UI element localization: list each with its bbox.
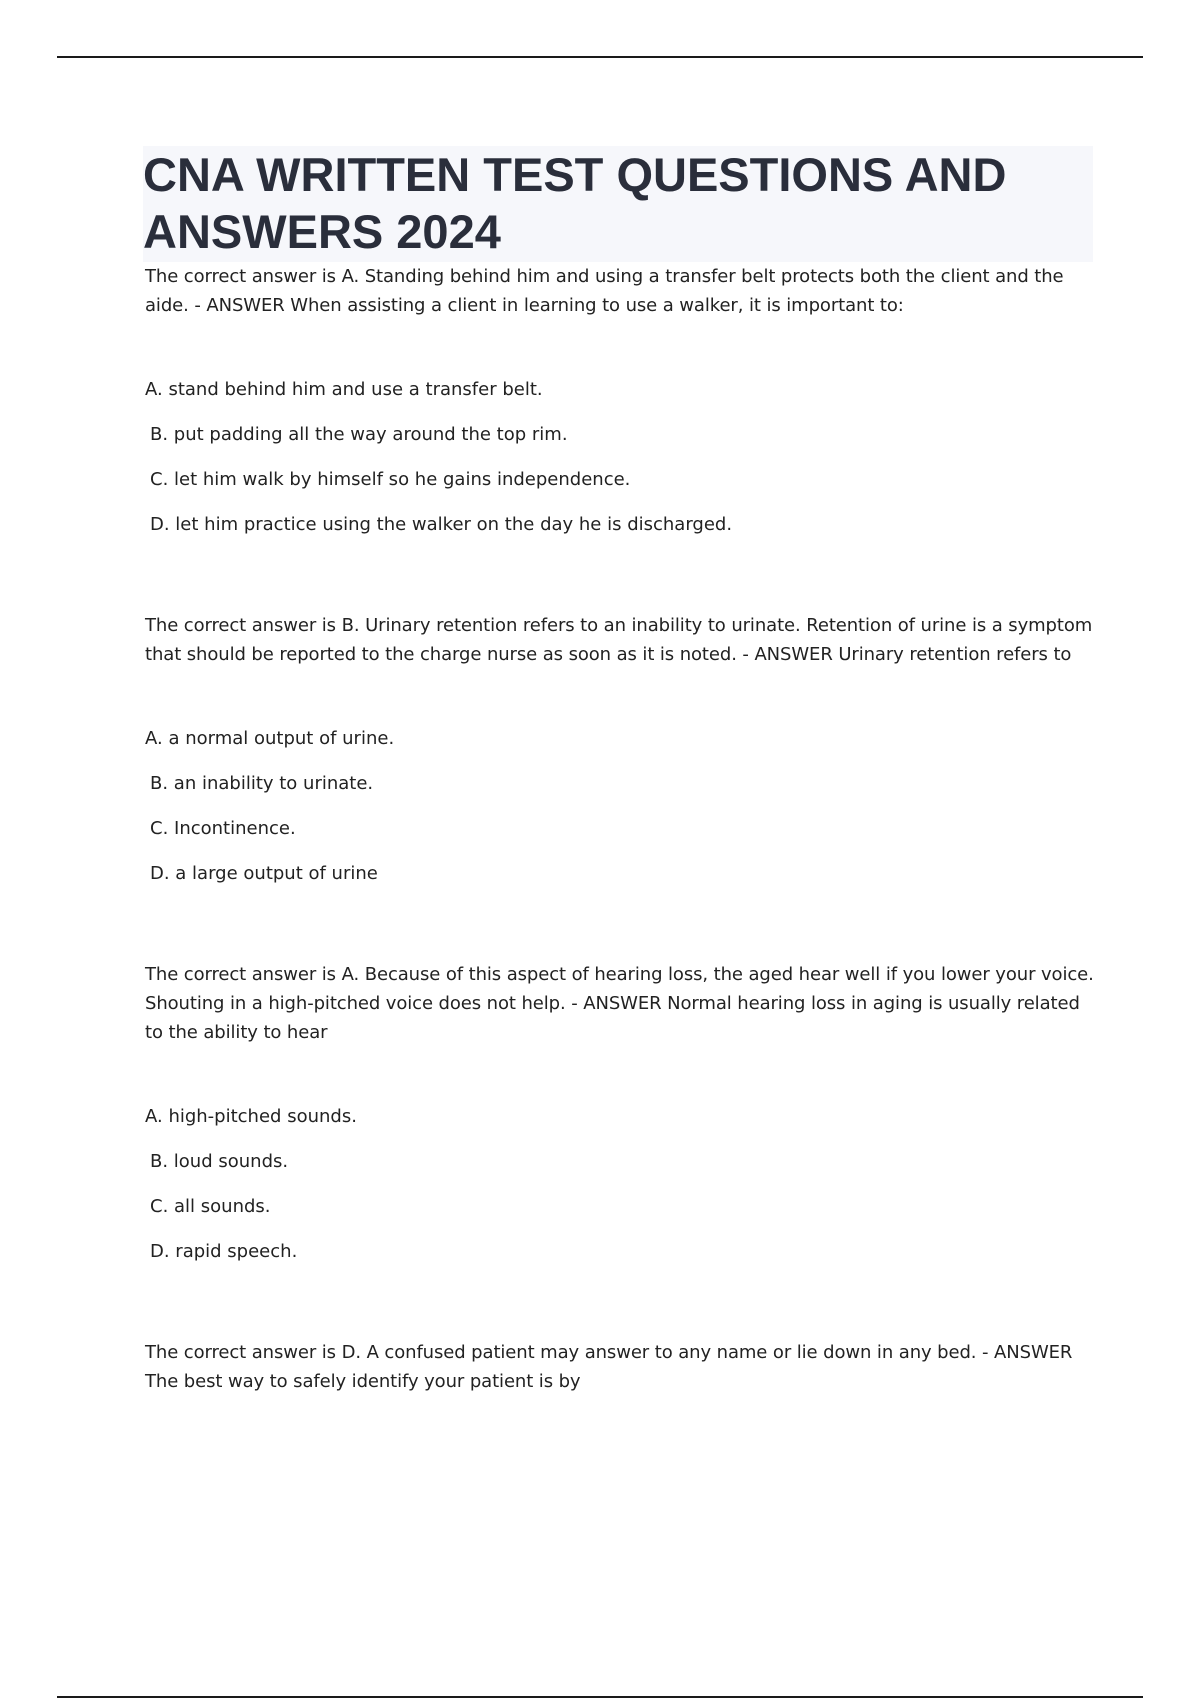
question-text: The correct answer is D. A confused patient may answer to any name or lie down in any bed. - ANSWER The best way to safely identify your patient is by (145, 1342, 1073, 1392)
answer-option: B. put padding all the way around the top rim. (150, 424, 568, 445)
answer-option: A. stand behind him and use a transfer belt. (145, 379, 543, 400)
answer-option: D. a large output of urine (150, 863, 378, 884)
question-text: The correct answer is A. Standing behind him and using a transfer belt protects both the client and the aide. - ANSWER When assisting a client in learning to use a walker, it is important to: (145, 266, 1064, 316)
footer-rule (57, 1696, 1143, 1698)
question-text: The correct answer is B. Urinary retention refers to an inability to urinate. Retention of urine is a symptom that should be reported to the charge nurse as soon as it is noted. - ANSWER Urinary retention refers to (145, 615, 1093, 665)
answer-option: D. rapid speech. (150, 1241, 298, 1262)
question-block (145, 262, 1095, 611)
document-body (145, 146, 1095, 1396)
answer-option: D. let him practice using the walker on the day he is discharged. (150, 514, 733, 535)
answer-option: A. a normal output of urine. (145, 728, 395, 749)
document-title: CNA WRITTEN TEST QUESTIONS AND ANSWERS 2024 (143, 148, 1007, 258)
question-text: The correct answer is A. Because of this aspect of hearing loss, the aged hear well if you lower your voice. Shouting in a high-pitched voice does not help. - ANSWER Normal hearing loss in aging is usually related to the ability to hear (145, 964, 1094, 1043)
question-block (145, 611, 1095, 960)
header-rule (57, 56, 1143, 58)
answer-option: C. all sounds. (150, 1196, 271, 1217)
answer-option: B. an inability to urinate. (150, 773, 374, 794)
question-block (145, 1338, 1095, 1396)
question-block (145, 960, 1095, 1338)
answer-option: C. let him walk by himself so he gains independence. (150, 469, 631, 490)
answer-option: C. Incontinence. (150, 818, 296, 839)
answer-option: B. loud sounds. (150, 1151, 289, 1172)
title-banner (143, 146, 1093, 262)
answer-option: A. high-pitched sounds. (145, 1106, 357, 1127)
